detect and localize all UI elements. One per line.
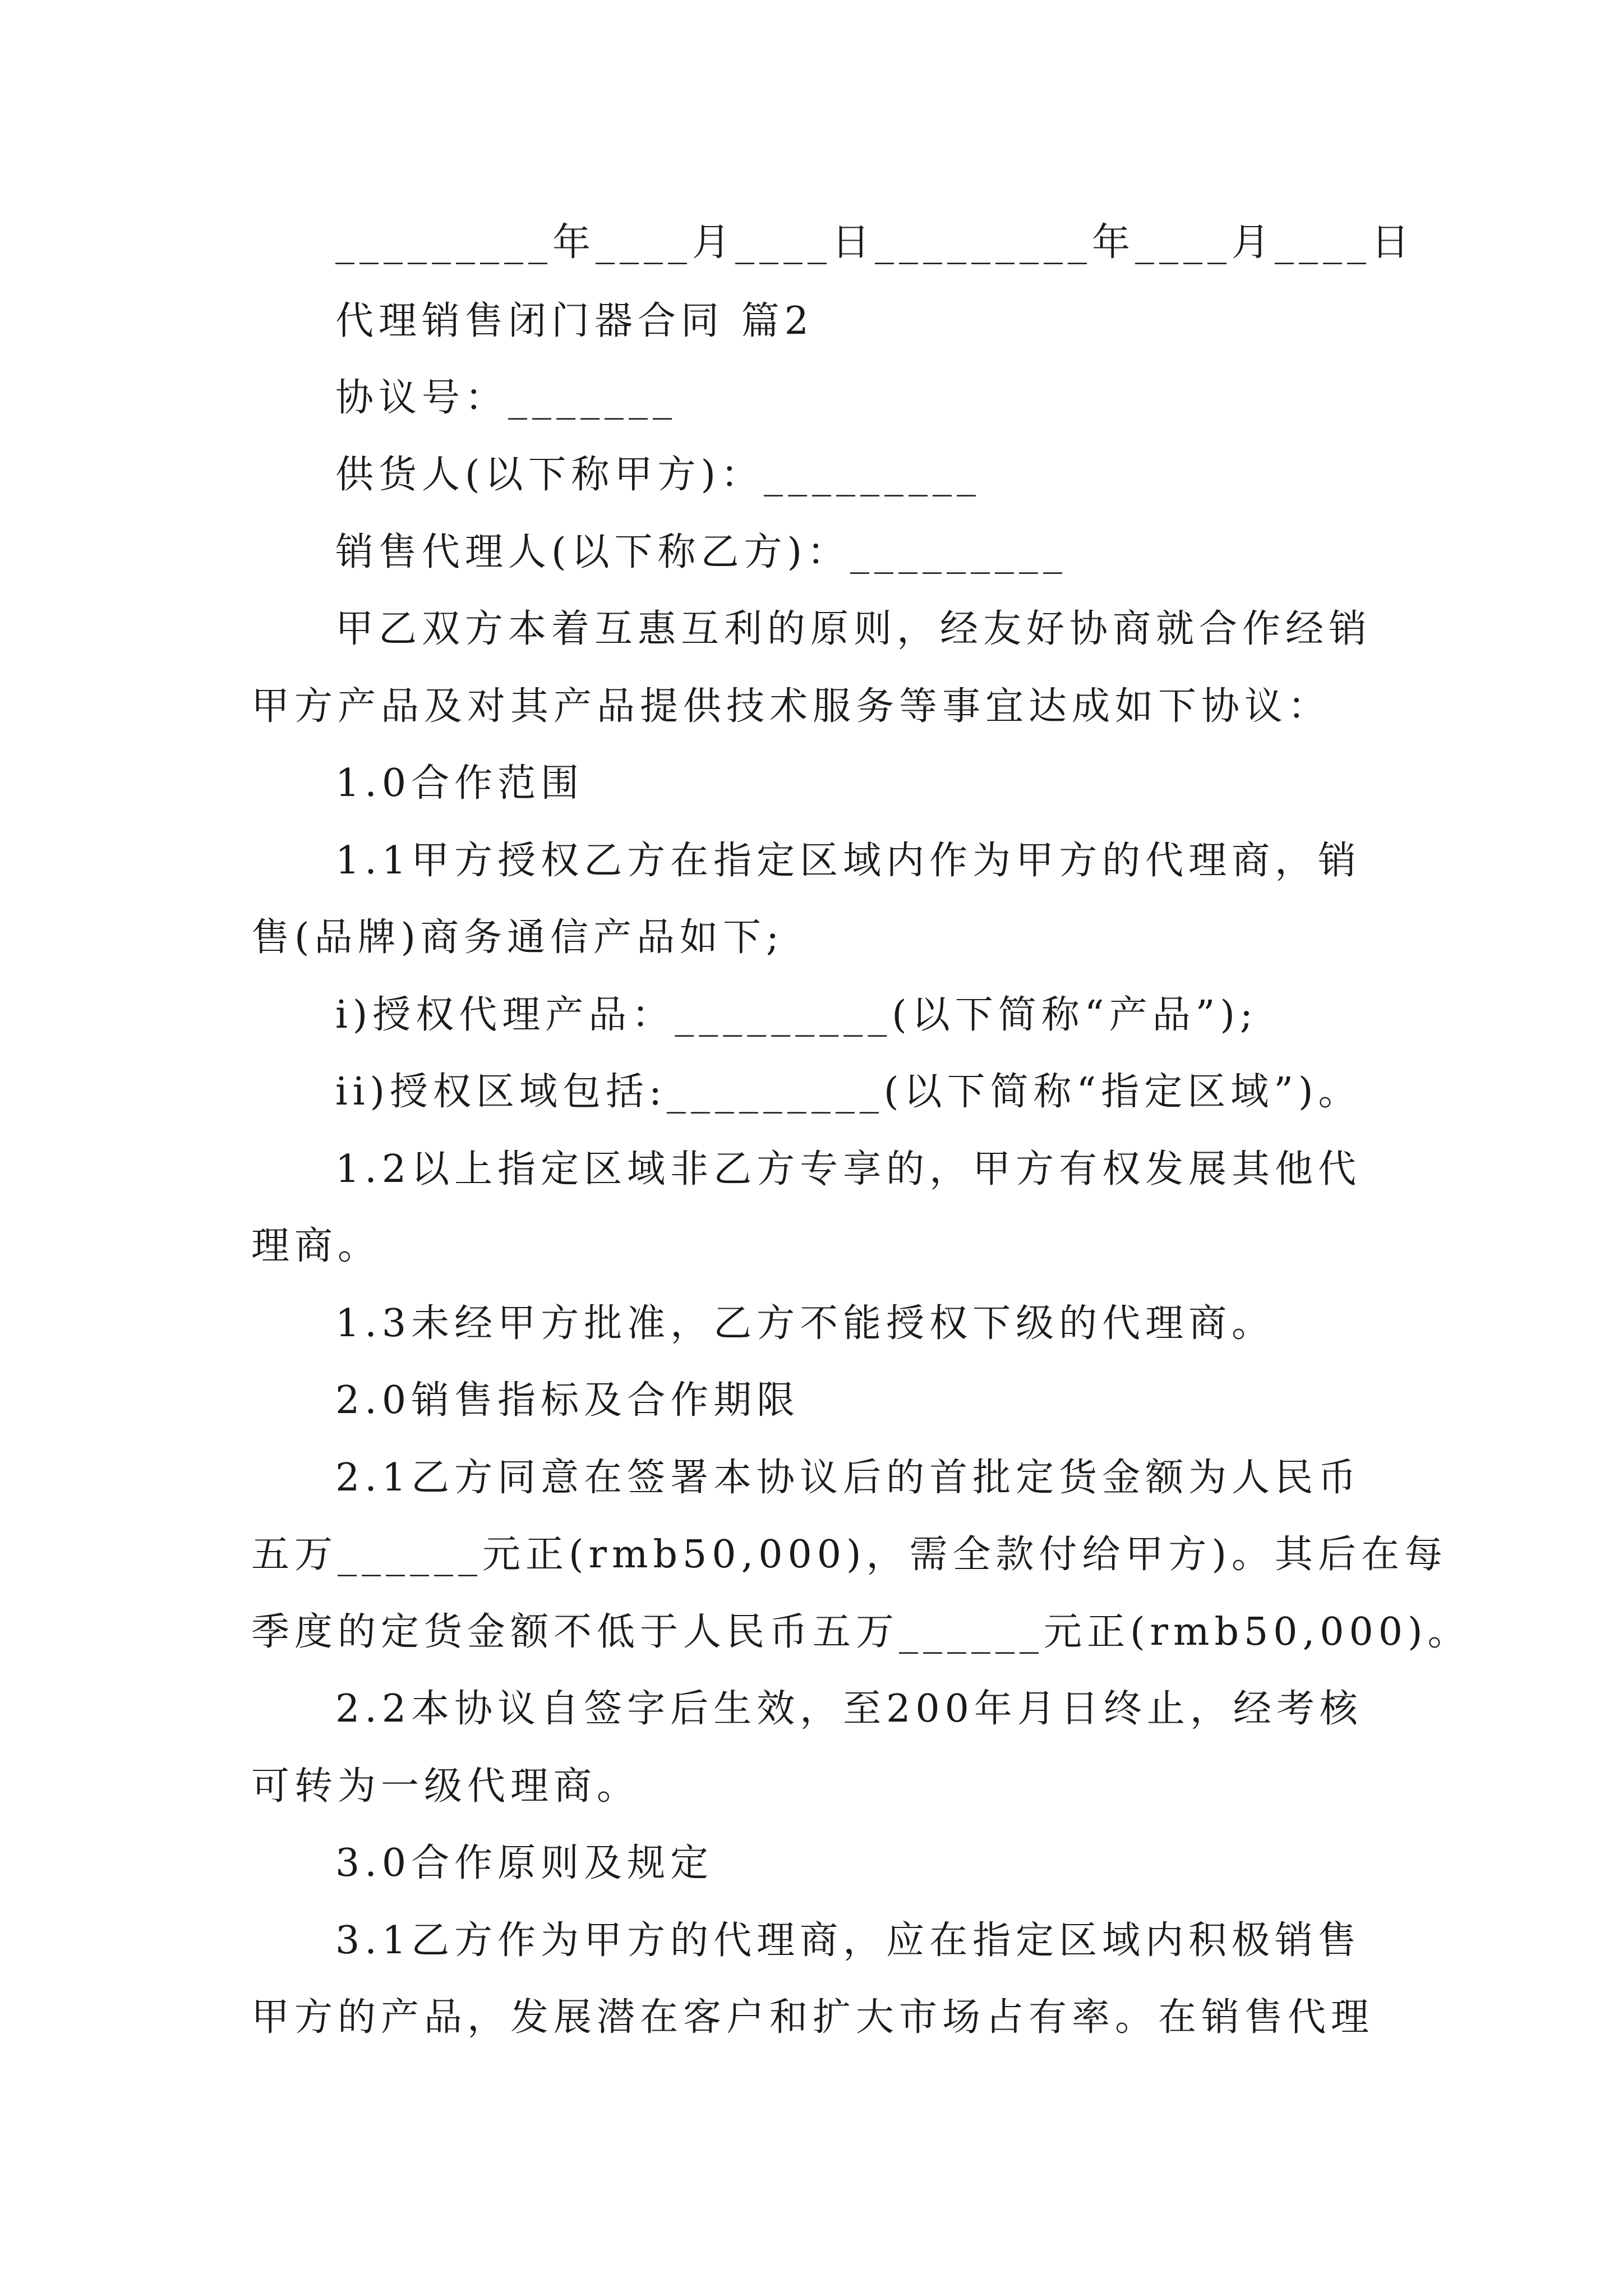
clause-heading: 2.0销售指标及合作期限	[335, 1378, 800, 1423]
section-title: 代理销售闭门器合同 篇2	[335, 299, 814, 343]
clause-line: 理商。	[251, 1224, 381, 1268]
clause-line: 2.2本协议自签字后生效，至200年月日终止，经考核	[335, 1687, 1363, 1731]
clause-line: 3.1乙方作为甲方的代理商，应在指定区域内积极销售	[335, 1918, 1362, 1963]
clause-line: 1.3未经甲方批准，乙方不能授权下级的代理商。	[335, 1301, 1275, 1346]
intro-paragraph-line: 甲乙双方本着互惠互利的原则，经友好协商就合作经销	[335, 607, 1372, 651]
clause-line: 季度的定货金额不低于人民币五万______元正(rmb50,000)。	[251, 1610, 1471, 1654]
agreement-number: 协议号：_______	[335, 376, 677, 420]
clause-line: 1.2以上指定区域非乙方专享的，甲方有权发展其他代	[335, 1147, 1362, 1191]
agent-party: 销售代理人(以下称乙方)：_________	[335, 530, 1068, 574]
supplier-party: 供货人(以下称甲方)：_________	[335, 453, 981, 497]
clause-line: 2.1乙方同意在签署本协议后的首批定货金额为人民币	[335, 1456, 1362, 1500]
clause-heading: 1.0合作范围	[335, 761, 584, 806]
clause-line: 售(品牌)商务通信产品如下;	[251, 915, 784, 960]
clause-line: 1.1甲方授权乙方在指定区域内作为甲方的代理商，销	[335, 839, 1362, 883]
clause-heading: 3.0合作原则及规定	[335, 1841, 714, 1885]
signature-date-line: _________年____月____日_________年____月____日	[335, 220, 1415, 265]
clause-line: 甲方的产品，发展潜在客户和扩大市场占有率。在销售代理	[251, 1995, 1375, 2040]
clause-line: 五万______元正(rmb50,000)，需全款付给甲方)。其后在每	[251, 1533, 1448, 1577]
clause-subitem: i)授权代理产品：_________(以下简称“产品”);	[335, 993, 1258, 1037]
clause-line: 可转为一级代理商。	[251, 1764, 640, 1809]
clause-subitem: ii)授权区域包括:_________(以下简称“指定区域”)。	[335, 1070, 1362, 1114]
intro-paragraph-line: 甲方产品及对其产品提供技术服务等事宜达成如下协议：	[251, 684, 1331, 729]
